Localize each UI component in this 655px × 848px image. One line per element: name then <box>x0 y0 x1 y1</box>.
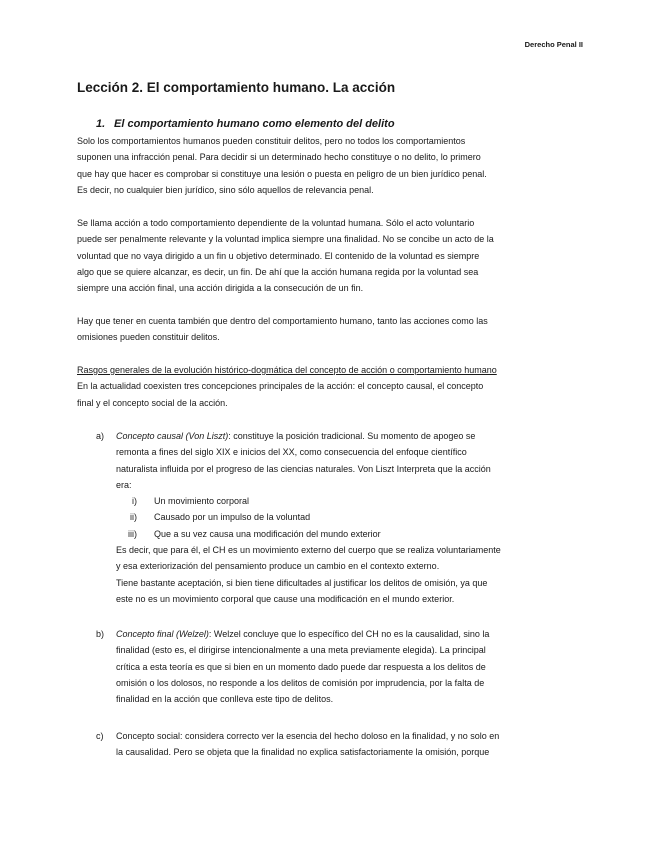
sub-list-item <box>116 526 578 542</box>
paragraph-line: Solo los comportamientos humanos pueden constituir delitos, pero no todos los comportamientos <box>77 136 466 146</box>
section-title: El comportamiento humano como elemento del delito <box>114 118 395 130</box>
paragraph-line: y esa exteriorización del pensamiento produce un cambio en el contexto externo. <box>116 561 440 572</box>
paragraph-line: algo que se quiere alcanzar, es decir, un fin. De ahí que la acción humana regida por la voluntad sea <box>77 266 479 277</box>
paragraph-line: remonta a fines del siglo XIX e inicios del XX, como consecuencia del enfoque científico <box>116 447 467 458</box>
sub-list-text: Un movimiento corporal <box>154 496 250 507</box>
list-marker: a) <box>96 431 105 441</box>
paragraph-line: Se llama acción a todo comportamiento dependiente de la voluntad humana. Sólo el acto voluntario <box>77 218 475 228</box>
sub-list-item <box>116 493 578 509</box>
paragraph-line: Es decir, que para él, el CH es un movimiento externo del cuerpo que se realiza voluntariamente <box>116 545 501 556</box>
section-number: 1. <box>96 118 106 130</box>
paragraph-4 <box>77 362 577 411</box>
rasgos-heading: Rasgos generales de la evolución histórico-dogmática del concepto de acción o comportamiento humano <box>77 365 497 375</box>
running-header: Derecho Penal II <box>524 40 583 49</box>
sub-list-text: Que a su vez causa una modificación del mundo exterior <box>154 528 381 539</box>
paragraph-2 <box>77 215 577 296</box>
paragraph-line: Hay que tener en cuenta también que dentro del comportamiento humano, tanto las acciones como las <box>77 316 488 326</box>
section-heading <box>96 118 395 130</box>
paragraph-line: Tiene bastante aceptación, si bien tiene dificultades al justificar los delitos de omisión, ya que <box>116 577 488 588</box>
sub-list-marker: iii) <box>128 528 137 539</box>
sub-list-item <box>116 509 578 525</box>
paragraph-line: naturalista influida por el progreso de las ciencias naturales. Von Liszt Interpreta que la acción <box>116 463 491 474</box>
sub-list-marker: ii) <box>130 512 137 523</box>
paragraph-line: omisión o los dolosos, no responde a los delitos de comisión por imprudencia, por la falta de <box>116 677 485 688</box>
term-concepto-final: Concepto final (Welzel) <box>116 629 209 639</box>
paragraph-line: era: <box>116 479 132 490</box>
list-item-first-line: Concepto social: considera correcto ver la esencia del hecho doloso en la finalidad, y no solo en <box>116 731 500 741</box>
paragraph-3 <box>77 313 577 346</box>
list-marker: c) <box>96 731 104 741</box>
sub-list-marker: i) <box>132 496 137 507</box>
list-item-first-line: Concepto final (Welzel): Welzel concluye que lo específico del CH no es la causalidad, sino la <box>116 629 490 639</box>
list-item-first-line: Concepto causal (Von Liszt): constituye la posición tradicional. Su momento de apogeo se <box>116 431 476 441</box>
paragraph-1 <box>77 133 577 198</box>
list-marker: b) <box>96 629 105 639</box>
paragraph-line: siempre una acción final, una acción dirigida a la consecución de un fin. <box>77 283 364 294</box>
paragraph-line: crítica a esta teoría es que si bien en un momento dado puede dar respuesta a los delitos de <box>116 661 486 672</box>
list-item-a <box>96 428 578 607</box>
paragraph-line: finalidad en la acción que conlleva este tipo de delitos. <box>116 694 334 705</box>
paragraph-line: suponen una infracción penal. Para decidir si un determinado hecho constituye o no delito, lo primero <box>77 152 481 163</box>
paragraph-line: omisiones pueden constituir delitos. <box>77 332 220 343</box>
paragraph-line: que hay que hacer es comprobar si constituye una lesión o puesta en peligro de un bien jurídico penal. <box>77 168 487 179</box>
paragraph-line: En la actualidad coexisten tres concepciones principales de la acción: el concepto causal, el concepto <box>77 381 484 392</box>
paragraph-line: la causalidad. Pero se objeta que la finalidad no explica satisfactoriamente la omisión, porque <box>116 747 490 758</box>
list-item-c <box>96 728 578 761</box>
lesson-title: Lección 2. El comportamiento humano. La acción <box>77 80 396 95</box>
paragraph-line: Es decir, no cualquier bien jurídico, sino sólo aquellos de relevancia penal. <box>77 184 374 195</box>
paragraph-line: este no es un movimiento corporal que cause una modificación en el mundo exterior. <box>116 593 455 604</box>
sub-list-text: Causado por un impulso de la voluntad <box>154 512 311 523</box>
term-concepto-causal: Concepto causal (Von Liszt) <box>116 431 229 441</box>
paragraph-line: final y el concepto social de la acción. <box>77 397 228 408</box>
list-item-b <box>96 626 578 707</box>
paragraph-line: voluntad que no vaya dirigido a un fin u objetivo determinado. El contenido de la voluntad es siempre <box>77 250 480 261</box>
paragraph-line: finalidad (esto es, el dirigirse intencionalmente a una meta previamente elegida). La principal <box>116 645 486 656</box>
paragraph-line: puede ser penalmente relevante y la voluntad implica siempre una finalidad. No se concibe un acto de la <box>77 234 494 245</box>
